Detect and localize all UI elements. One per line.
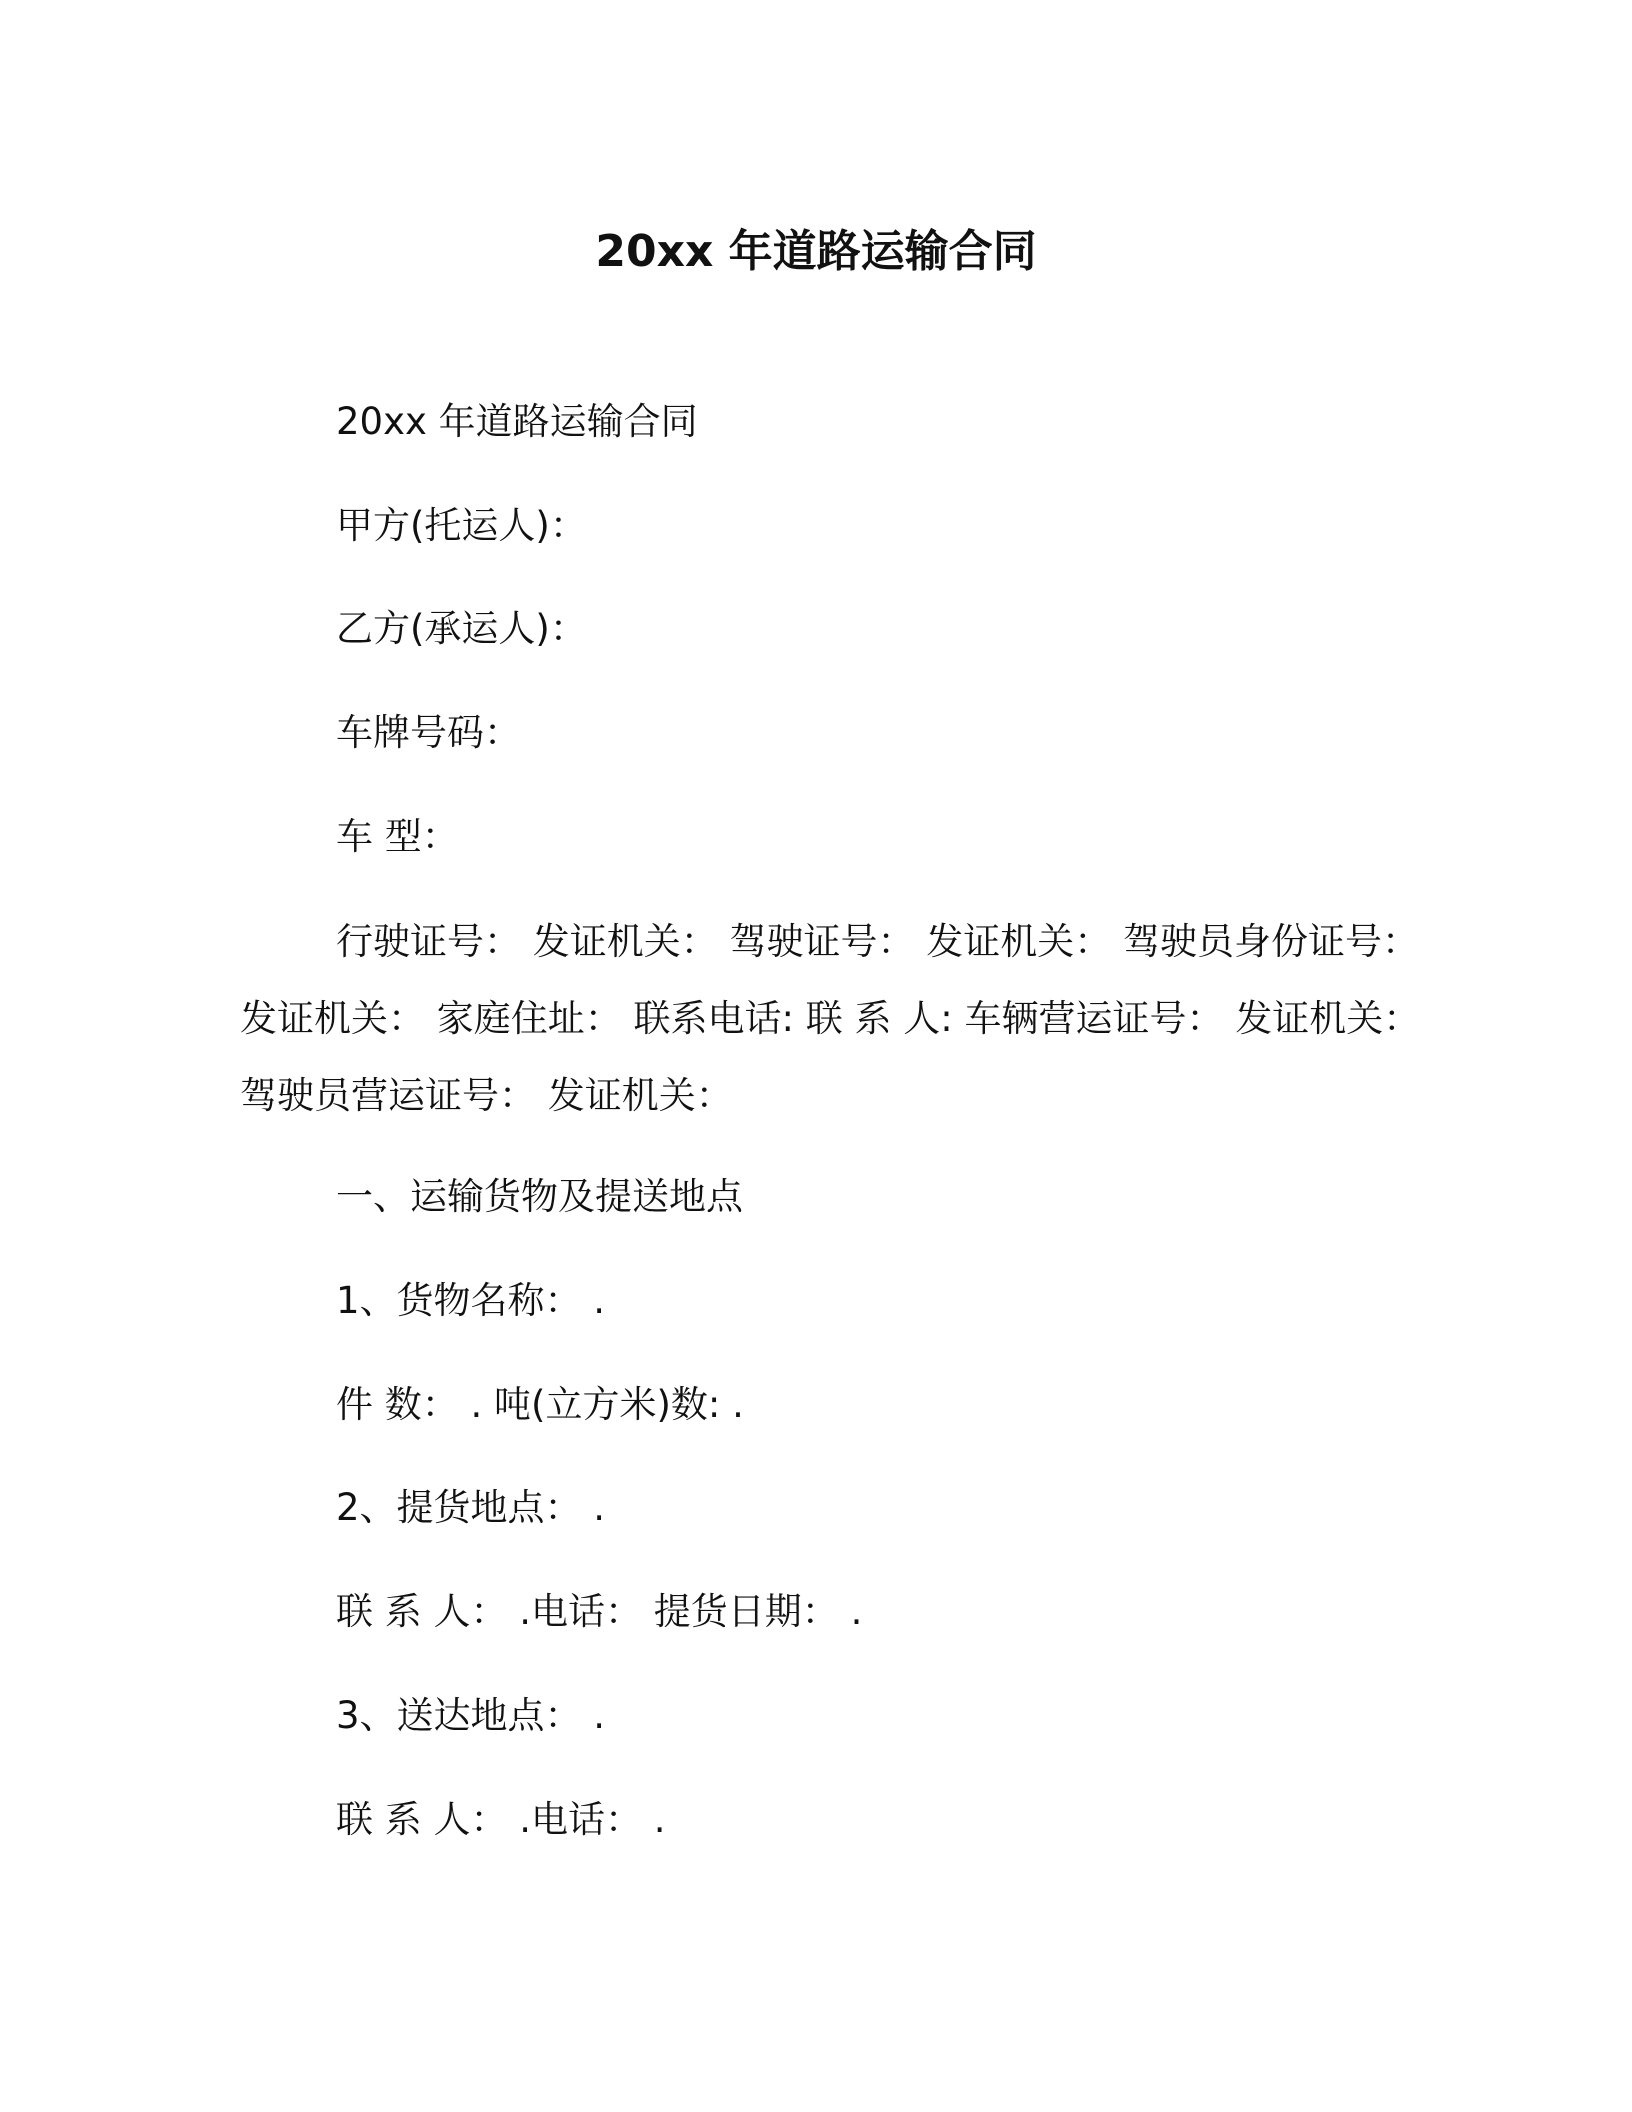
delivery-contact-line: 联 系 人： .电话： . [336,1798,666,1841]
plate-number-line: 车牌号码： [336,711,521,754]
driver-info-line-1: 行驶证号： 发证机关： 驾驶证号： 发证机关： 驾驶员身份证号： [336,920,1420,963]
section-one-heading: 一、运输货物及提送地点 [336,1175,743,1218]
cargo-name-line: 1、货物名称： . [336,1279,606,1322]
delivery-location-line: 3、送达地点： . [336,1694,606,1737]
document-title: 20xx 年道路运输合同 [595,226,1037,277]
cargo-quantity-line: 件 数： . 吨(立方米)数: . [336,1383,744,1426]
driver-info-line-2: 发证机关： 家庭住址： 联系电话: 联 系 人: 车辆营运证号： 发证机关： [240,997,1421,1040]
party-a-line: 甲方(托运人)： [336,504,587,547]
driver-info-paragraph [240,903,1421,1134]
driver-info-line-3: 驾驶员营运证号： 发证机关： [240,1074,733,1117]
party-b-line: 乙方(承运人)： [336,607,587,650]
subtitle-line: 20xx 年道路运输合同 [336,400,698,443]
vehicle-type-line: 车 型： [336,815,459,858]
pickup-contact-line: 联 系 人： .电话： 提货日期： . [336,1590,863,1633]
pickup-location-line: 2、提货地点： . [336,1486,606,1529]
